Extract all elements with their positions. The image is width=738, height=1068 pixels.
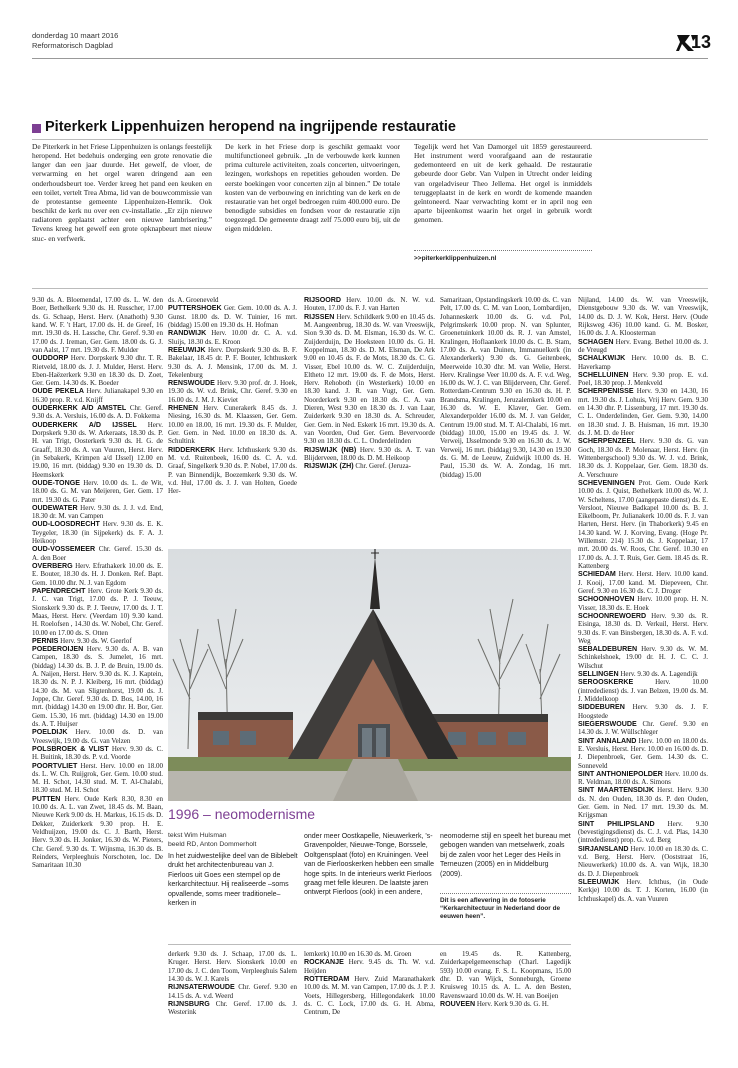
listing-text: Herv. Kerk 9.30 ds. G. H.: [476, 999, 549, 1008]
listing-place: RIJSOORD: [304, 296, 342, 304]
listing-place: POELDIJK: [32, 728, 68, 737]
listing-column-5: [578, 296, 708, 1068]
feature-column-2: [304, 832, 435, 898]
feature-text-2: onder meer Oostkapelle, Nieuwerkerk, 's-Gravenpolder, Nieuwe-Tonge, Borssele, Ooltgensplaat (foto) en Kruiningen. Veel van de Fierlooskerken hebben een smalle hoge spits. In de interieurs werkt Fierloos graag met felle kleuren. De laatste jaren ontwerpt Fierloos (ook) in een andere,: [304, 833, 434, 897]
church-photo-illustration: [168, 549, 571, 801]
listing-text: Herv. 9.30 ds. A. B. van Campen, 18.30 ds. S. Jumelet, 16 mrt. (biddag) 14.30 ds. B. J. P. de Bruin, 19.00 ds. A. Naijen, Herst. Herv. 9.30 ds. K. J. Kaptein, 18.30 ds. N. P. J. Kleiberg, 16 mrt. (biddag) 14.30 ds. M. van Sligtenhorst, 19.00 ds. J. Joppe, Chr. Geref. 9.30 ds. D. Bos, 14.00, 16 mrt. (biddag) 14.30 en 19.00 dhr. H. Bor, Ger. Gem. 15.30, 16 mrt. (biddag) 14.30 en 19.00 ds. A. T. Huijser: [32, 645, 163, 728]
listing-entry: [578, 737, 708, 770]
listing-place: RIDDERKERK: [168, 445, 216, 454]
listing-entry: [168, 1000, 297, 1017]
listing-text: Herv. 10.00 ds. L. de Wit, 18.00 ds. G. M. van Meijeren, Ger. Gem. 17 mrt. 19.30 ds. G. Pater: [32, 478, 163, 504]
listing-column-4-bottom: [440, 950, 571, 1068]
listing-entry: [32, 762, 163, 795]
listing-text: Herst. Herv. 10.00 en 18.00 ds. L. W. Ch. Ruijgrok, Ger. Gem. 10.00 stud. M. H. Schot, 14.30 stud. M. T. Al-Chalabi, 18.30 stud. M. H. Schot: [32, 761, 163, 795]
listing-place: ROTTERDAM: [304, 974, 350, 983]
listing-place: SINT PHILIPSLAND: [578, 819, 655, 828]
listing-text: Herv. Oude Kerk 8.30, 8.30 en 10.00 ds. A. L. van Zwet, 18.45 ds. M. Baan, Nieuwe Kerk 9.00 ds. H. Markus, 16.15 ds. D. Dekker, Zuiderkerk 9.30 prop. H. E. Veldhuijzen, 19.00 ds. C. J. Barth, Herst. Herv. 9.30 ds. H. Jonker, 16.30 ds. W. Pieters, Chr. Geref. 9.30 ds. T. Wijnsma, 16.30 ds. B. Reinders, Verpleeghuis Norschoten, loc. De Samaritaan 10.30: [32, 794, 163, 870]
photo-credit: beeld RD, Anton Dommerholt: [168, 841, 257, 848]
listing-entry: [578, 338, 708, 355]
listing-text: Prot. Gem. Oude Kerk 10.00 ds. J. Quist, Bethelkerk 10.00 ds. W. J. W. Scheltens, 17.00 (aangepaste dienst) ds. E. Versloot, Nieuwe Badkapel 10.00 ds. B. J. Eikelboom, Pr. Julianakerk 10.00 ds. F. J. van Harten, Herst. Herv. (in Thaborkerk) 9.45 en 14.30 kand. W. J. Korving, Evang. (Hoge Pr. Willemstr. 214) 15.30 ds. J. Koppelaar, 17 mrt. 20.00 ds. W. Roos, Chr. Geref. 10.30 en 17.00 ds. A. J. T. Ruis, Ger. Gem. 18.45 ds. R. Kattenberg: [578, 478, 708, 570]
listing-entry: [578, 645, 708, 670]
listing-entry: [32, 728, 163, 745]
listing-text: Herv. 10.00 en 18.00 ds. E. Versluis, Herst. Herv. 10.00 en 16.00 ds. D. J. Diepenbroek, Ger. Gem. 14.30 ds. C. Sonneveld: [578, 736, 708, 770]
listing-text: Herv. Grote Kerk 9.30 ds. J. C. van Trigt, 17.00 ds. P. J. Teeuw, Sionskerk 9.30 ds. P. J. Teeuw, 17.00 ds. J. T. Maas, Herst. Herv. (Veerdam 10) 9.30 kand. H. Roelofsen , 14.30 ds. W. Nobel, Chr. Geref. 10.00 en 17.00 ds. S. Otten: [32, 586, 163, 637]
listing-entry: [578, 878, 708, 903]
listing-place: SCHIEDAM: [578, 570, 616, 579]
listing-entry: [304, 446, 435, 463]
listing-place: OVERBERG: [32, 562, 73, 570]
listing-place: REEUWIJK: [168, 345, 206, 354]
listing-entry: [578, 296, 708, 338]
listing-place: SEBALDEBUREN: [578, 645, 638, 654]
feature-text-1: In het zuidwestelijke deel van de Biblebelt drukt het architectenbureau van J. Fierloos uit Goes een stempel op de kerkarchitectuur. Hij realiseerde –soms opvallende, soms meer traditionele– kerken in: [168, 853, 298, 908]
listing-place: OUDERKERK A/D AMSTEL: [32, 404, 127, 413]
listing-text: en 19.45 ds. R. Kattenberg, Zuiderkapelgemeenschap (Charl. Lagedijk 593) 10.00 evang. F. S. L. Koopmans, 15.00 dhr. D. van Wijck, Sonneburgh, Groene Kruisweg 10.15 ds. A. L. A. den Besten, Ravenswaard 10.00 ds. W. H. van Boeijen: [440, 950, 571, 1000]
listing-place: RENSWOUDE: [168, 379, 215, 388]
publication-name: Reformatorisch Dagblad: [32, 41, 113, 50]
listing-place: SINT ANTHONIEPOLDER: [578, 769, 663, 778]
listing-entry: [32, 354, 163, 387]
issue-date: donderdag 10 maart 2016: [32, 31, 119, 40]
listing-entry: [578, 845, 708, 878]
listing-place: ROCKANJE: [304, 958, 344, 967]
listing-text: Herv. Schildkerk 9.00 en 10.45 ds. M. Aangeenbrug, 18.30 ds. W. van Vreeswijk, Sion 9.30 ds. D. M. Elsman, 16.30 ds. W. C. Zuijderduijn, De Hoeksteen 10.00 ds. G. H. Koppelman, 18.30 ds. D. M. Elsman, De Ark 9.00 en 10.45 ds. F. de Mots, 18.30 ds. C. G. Visser, Ebel 10.00 ds. W. C. Zuijderduijn, Eltheto 12 mrt. 19.00 ds. F. de Mots, Herst. Herv. Rehoboth (in Westerkerk) 10.00 en 18.30 kand. J. R. van Vugt, Ger. Gem. Noorderkerk 9.30 en 18.30 ds. C. A. van Dieren, West 9.30 en 18.30 ds. J. van Laar, Zuiderkerk 9.30 en 18.30 ds. A. Schreuder, Ger. Gem. in Ned. Eskerk 16 mrt. 19.30 ds. A. van Voorden, Oud Ger. Gem. Bevervoorde 9.30 en 18.30 ds. C. L. Onderdelinden: [304, 312, 435, 446]
listing-place: SCHELLUINEN: [578, 370, 629, 379]
listing-place: OUDE PEKELA: [32, 387, 84, 396]
listing-entry: [32, 296, 163, 354]
listing-entry: [578, 670, 708, 678]
listing-column-3-bottom: [304, 950, 435, 1068]
listing-text: Herv. Efrathakerk 10.00 ds. E. E. Bouter, 18.30 ds. H. J. Donken. Ref. Bapt. Gem. 10.00 dhr. N. J. van Egdom: [32, 562, 163, 587]
listing-entry: [32, 387, 163, 404]
article-column-2: [225, 142, 400, 234]
listing-place: RIJSWIJK (ZH): [304, 462, 354, 471]
listing-text: Herv. Zuid Maranathakerk 10.00 ds. M. M. van Campen, 17.00 ds. J. P. J. Voets, Hillegersberg, Hillegondakerk 10.00 ds. C. C. Lock, 17.00 ds. G. H. Abma, Centrum, De: [304, 974, 435, 1017]
listing-text: Herv. 9.30 (bevestigingsdienst) ds. C. J. v.d. Plas, 14.30 (intrededienst) prop. G. v.d. Berg: [578, 819, 708, 845]
church-photo: [168, 549, 571, 801]
listing-entry: [578, 720, 708, 737]
listing-entry: [32, 504, 163, 521]
listing-entry: [32, 479, 163, 504]
listing-text: Chr. Geref. 17.00 ds. J. Westerink: [168, 999, 297, 1017]
listing-text: Herv. Dorpskerk 9.30 dhr. T. R. Rietveld, 18.00 ds. J. J. Mulder, Herst. Herv. Eben-Haëzerkerk 9.30 en 18.30 ds. D. Zoet, Ger. Gem. 14.30 ds. K. Boeder: [32, 354, 163, 388]
listing-entry: [304, 958, 435, 975]
listing-entry: [304, 296, 435, 313]
article-text-2: De kerk in het Friese dorp is geschikt gemaakt voor multifunctioneel gebruik. „In de verbouwde kerk kunnen prima culturele activiteiten, zoals concerten, uitvoeringen, lezingen, workshops en repetities gehouden worden. De eerste boekingen voor concerten zijn al binnen.” De totale kosten van de verbouwing en inrichting van de kerk en de restauratie van het orgel bedroegen ruim 400.000 euro. De benodigde subsidies en fondsen voor de restauratie zijn toegezegd. De gemeente draagt zelf 75.000 euro bij, uit de eigen middelen.: [225, 142, 400, 234]
listing-place: SCHOONHOVEN: [578, 595, 635, 604]
listing-text: Herv. 9.30 ds. A. Lagendijk: [620, 670, 698, 679]
listing-text: Herv. 10.00 prop. H. N. Visser, 18.30 ds. E. Hoek: [578, 595, 708, 612]
section-rule: [32, 288, 708, 289]
listing-entry: [578, 595, 708, 612]
listing-place: RIJSSEN: [304, 312, 335, 321]
listing-text: Herv. 9.30 ds. G. van Goch, 18.30 ds. P. Molenaar, Herst. Herv. (in Wittenbergschool) 9.30 ds. W. J. v.d. Brink, 18.30 ds. J. Koppelaar, Ger. Gem. 18.30 ds. A. Verschuure: [578, 437, 708, 479]
headline-marker-icon: [32, 124, 41, 133]
listing-entry: [32, 520, 163, 545]
listing-entry: [304, 313, 435, 446]
article-headline: Piterkerk Lippenhuizen heropend na ingrijpende restauratie: [45, 119, 456, 135]
listing-entry: [32, 404, 163, 421]
listing-place: SCHEVENINGEN: [578, 478, 635, 487]
article-weblink[interactable]: >>piterkerklippenhuizen.nl: [414, 255, 497, 262]
listing-text: Samaritaan, Opstandingskerk 10.00 ds. C. van Pelt, 17.00 ds. C. M. van Loon, Lombardijen, Johanneskerk 10.00 ds. G. v.d. Pol, Pelgrimskerk 10.00 prop. N. van Splunter, Groenetuinkerk 10.00 ds. R. J. van Amstel, Kralingen, Hoflaankerk 10.00 ds. C. B. Stam, 17.00 ds. A. van Duinen, Immanuelkerk (in Alexanderkerk) 9.30 ds. G. Geitenbeek, Meerweide 10.30 dhr. M. van Welie, Herst. Herv. Kralingse Veer 10.00 ds. A. F. v.d. Weg, 16.00 ds. W. J. C. van Blijderveen, Chr. Geref. Rotterdam-Centrum 9.30 en 16.30 ds. H. P. Brandsma, Kralingen, Jeruzalemkerk 10.00 en 16.30 ds. W. E. Klaver, Ger. Gem. Alexanderpolder 16.00 ds. M. J. van Gelder, Centrum 19.00 stud. M. T. Al-Chalabi, 16 mrt. (biddag) 10.00, 15.00 en 19.45 ds. J. W. Verweij, IJsselmonde 9.30 en 16.30 ds. J. W. Verweij, 16 mrt. (biddag) 9.30, 14.30 en 19.30 ds. G. M. de Leeuw, Zuidwijk 10.00 ds. H. Paul, 15.30 ds. W. A. Zondag, 16 mrt. (biddag) 15.00: [440, 296, 571, 479]
listing-text: Herv. 9.30 ds. W. M. Schinkelshoek, 19.00 dr. H. J. C. C. J. Wilschut: [578, 645, 708, 670]
article-column-1: [32, 142, 212, 243]
listing-text: Chr. Geref. 9.30 ds. A. Versluis, 16.00 ds. A. D. Fokkema: [32, 404, 163, 421]
listing-entry: [168, 950, 297, 983]
listing-text: Herv. Evang. Bethel 10.00 ds. J. de Vreugd: [578, 337, 708, 354]
feature-column-3: [440, 832, 571, 879]
listing-text: Herv. Ichthuskerk 9.30 ds. M. v.d. Ruitenbeek, 16.00 ds. C. A. v.d. Graaf, Singelkerk 9.30 ds. P. Nobel, 17.00 ds. P. van Binnendijk, Boezemkerk 9.30 ds. W. v.d. Hul, 17.00 ds. J. J. van Holten, Goede Her-: [168, 445, 297, 496]
article-text-1: De Piterkerk in het Friese Lippenhuizen is onlangs feestelijk heropend. Het bedehuis onderging een grote renovatie die langer dan een jaar duurde. Het gewelf, de vloer, de verwarming en het orgel waren dringend aan een onderhoudsbeurt toe. Verder kreeg het pand een keuken en een toilet, vertelt Trea Abma, lid van de bouwcommissie van de protestantse gemeente Lippenhuizen-Hemrik. Ook beschikt de kerk nu over een cv-installatie. „Er zijn nieuwe radiatoren geplaatst achter een nieuwe lambrisering.” Tevens kreeg het gewelf een grote opknapbeurt met nieuw stuc- en verfwerk.: [32, 142, 212, 243]
listing-entry: [578, 387, 708, 437]
listing-entry: [578, 371, 708, 388]
listing-text: Herv. 9.30 ds. W. Geerlof: [60, 636, 132, 645]
listing-place: POORTVLIET: [32, 761, 78, 770]
listing-place: SEROOSKERKE: [578, 678, 634, 687]
listing-text: Herv. 9.45 ds. Th. W. v.d. Heijden: [304, 958, 435, 975]
listing-entry: [578, 703, 708, 720]
listing-entry: [578, 570, 708, 595]
series-note: Dit is een aflevering in de fotoserie “Kerkarchitectuur in Nederland door de eeuwen heen”.: [440, 897, 561, 920]
listing-entry: [578, 678, 708, 703]
listing-place: OUD-VOSSEMEER: [32, 545, 96, 554]
listing-place: SINT ANNALAND: [578, 736, 637, 745]
listing-text: Herv. 10.00 dr. C. A. v.d. Sluijs, 18.30 ds. E. Kroon: [168, 329, 297, 346]
listing-text: Herv. 10.00 en 18.30 ds. C. v.d. Berg, Herst. Herv. (Ooststraat 16, Nieuwerkerk) 10.00 ds. A. van Wijk, 18.30 ds. D. J. Diepenbroek: [578, 844, 708, 878]
listing-entry: [168, 379, 297, 404]
listing-place: OUDE-TONGE: [32, 478, 80, 487]
listing-entry: [440, 296, 571, 479]
listing-place: SLEEUWIJK: [578, 877, 620, 886]
listing-entry: [304, 975, 435, 1017]
listing-entry: [32, 421, 163, 479]
listing-entry: [578, 820, 708, 845]
listing-column-2-bottom: [168, 950, 297, 1068]
listing-text: Herv. 9.30 en 14.30, 16 mrt. 19.30 ds. J. Lohuis, Vrij Herv. Gem. 9.30 en 14.30 dhr. P. Lissenburg, 17 mrt. 19.30 ds. C. L. Onderdelinden, Ger. Gem. 9.30, 14.00 en 18.30 stud. J. B. Huisman, 16 mrt. 19.30 ds. J. M. D. de Heer: [578, 387, 708, 437]
feature-bottom-rule: [168, 944, 571, 945]
listing-text: Herv. Julianakapel 9.30 en 16.30 prop. R. v.d. Knijff: [32, 387, 163, 404]
listing-entry: [440, 950, 571, 1000]
headline-rule: [32, 139, 708, 140]
listing-text: Chr. Geref. (Jeruza-: [355, 462, 411, 471]
listing-place: SIRJANSLAND: [578, 844, 629, 853]
listing-text: Herv. 9.30 ds. E. K. Teygeler, 18.30 (in Sijpekerk) ds. F. A. J. Heikoop: [32, 520, 163, 546]
listing-place: PERNIS: [32, 636, 59, 645]
listing-text: Herv. 9.30 ds. J. F. Hoogstede: [578, 703, 708, 720]
listing-text: Herv. 10.00 ds. R. Veldman, 18.00 ds. A. Simons: [578, 769, 708, 787]
listing-text: Herv. 10.00 ds. N. W. v.d. Houten, 17.00 ds. F. J. van Harten: [304, 296, 435, 313]
listing-entry: [168, 983, 297, 1000]
listing-text: Herv. Dorpskerk 9.30 ds. W. Arkeraats, 18.30 ds. P. H. van Trigt, Oosterkerk 9.30 ds. H. G. de Graaff, 18.30 ds. A. van Vuuren, Herst. Herv. (in Sebakerk, Krimpen a/d IJssel) 12.00 en 19.00, 16 mrt. (biddag) 9.30 en 19.30 ds. D. Heemskerk: [32, 420, 163, 479]
page-number: 13: [690, 32, 711, 52]
listing-text: Nijland, 14.00 ds. W. van Vreeswijk, Dienstgebouw 9.30 ds. W. van Vreeswijk, 14.00 ds. D. J. W. Kok, Herst. Herv. (Oude Rijksweg 436) 10.00 kand. G. M. Bosker, 16.00 ds. J. A. Kloosterman: [578, 296, 708, 338]
listing-column-2-top: [168, 296, 297, 546]
listing-entry: [578, 786, 708, 819]
listing-text: Herv. 9.30 ds. R. Eisinga, 18.30 ds. D. Verkuil, Herst. Herv. 9.30 ds. F. van Binsbergen, 18.30 ds. A. F. v.d. Weg: [578, 611, 708, 645]
listing-text: Chr. Geref. 9.30 en 14.30 ds. J. W. Wüllschleger: [578, 719, 708, 737]
link-divider: [414, 250, 592, 251]
listing-text: Chr. Geref. 9.30 en 14.15 ds. A. v.d. Weerd: [168, 983, 297, 1000]
listing-entry: [168, 329, 297, 346]
listing-place: SCHERPENISSE: [578, 387, 634, 396]
listing-entry: [578, 479, 708, 570]
feature-column-1: [168, 852, 299, 908]
listing-text: Herv. 9.30 prof. dr. J. Hoek, 19.30 ds. W. v.d. Brink, Chr. Geref. 9.30 en 16.00 ds. J. M. J. Kieviet: [168, 379, 297, 404]
listing-entry: [440, 1000, 571, 1008]
listing-place: SELLINGEN: [578, 670, 619, 679]
listing-place: OUDERKERK A/D IJSSEL: [32, 420, 137, 429]
listing-place: RIJSWIJK (NB): [304, 445, 357, 454]
listing-text: derkerk 9.30 ds. J. Schaap, 17.00 ds. L. Kruger. Herst. Herv. Sionskerk 10.00 en 17.00 ds. J. C. den Toom, Verpleeghuis Salem 14.30 ds. W. J. Karels: [168, 950, 297, 983]
listing-text: Herv. 9.30 ds. A. T. van Blijderveen, 18.00 ds. D. M. Heikoop: [304, 445, 435, 462]
feature-title: 1996 – neomodernisme: [168, 806, 316, 822]
listing-place: RHENEN: [168, 404, 198, 413]
listing-entry: [578, 770, 708, 787]
listing-column-3-top: [304, 296, 435, 546]
listing-text: Herv. 9.30 prop. E. v.d. Poel, 18.30 prop. J. Menkveld: [578, 370, 708, 388]
listing-text: Herv. 9.30 ds. J. J. v.d. End, 18.30 dr. M. van Campen: [32, 503, 163, 521]
listing-entry: [32, 587, 163, 637]
listing-column-4-top: [440, 296, 571, 546]
listing-place: PUTTERSHOEK: [168, 304, 222, 313]
listing-place: SIEGERSWOUDE: [578, 719, 637, 728]
listing-text: Herv. Ichthus, (in Oude Kerkje) 10.00 ds. T. J. Korten, 16.00 (in Ichthuskapel) ds. A. van Vuuren: [578, 877, 708, 903]
listing-text: Herv. 10.00 ds. B. C. Haverkamp: [578, 354, 708, 371]
listing-place: RIJNSATERWOUDE: [168, 983, 235, 992]
listing-place: SINT MAARTENSDIJK: [578, 786, 654, 795]
listing-place: POEDEROIJEN: [32, 645, 84, 654]
listing-text: Herv. 9.30 ds. C. H. Buitink, 18.30 ds. P. v.d. Voorde: [32, 744, 163, 762]
listing-text: Herv. Cunerakerk 8.45 ds. J. Niesing, 16.30 ds. M. Klaassen, Ger. Gem. 10.00 en 18.00, 16 mrt. 19.30 ds. F. Mulder, Ger. Gem. in Ned. 10.00 en 18.30 ds. A. Schultink: [168, 404, 297, 446]
listing-entry: [32, 795, 163, 870]
listing-entry: [578, 437, 708, 479]
listing-place: RIJNSBURG: [168, 999, 210, 1008]
listing-entry: [32, 745, 163, 762]
listing-entry: [304, 950, 435, 958]
text-credit: tekst Wim Hulsman: [168, 832, 227, 839]
listing-text: Herv. Dorpskerk 9.30 ds. B. F. Bakelaar, 18.45 dr. P. F. Bouter, Ichthuskerk 9.30 ds. A. J. Mensink, 17.00 ds. M. J. Tekelenburg: [168, 345, 297, 379]
listing-entry: [32, 645, 163, 728]
listing-place: PAPENDRECHT: [32, 586, 86, 595]
listing-entry: [578, 612, 708, 645]
listing-place: OUD-LOOSDRECHT: [32, 520, 100, 529]
article-column-3: [414, 142, 592, 224]
listing-entry: [168, 346, 297, 379]
listing-place: SCHOONREWOERD: [578, 611, 647, 620]
listing-text: ds. A. Groeneveld: [168, 296, 219, 304]
feature-text-3: neomoderne stijl en speelt het bureau met gebogen wanden van metselwerk, zoals bij de zalen voor het Leger des Heils in Terneuzen (2005) en in Middelburg (2009).: [440, 833, 571, 878]
listing-text: Herv. 10.00 ds. D. van Vreeswijk, 19.00 ds. G. van Velzen: [32, 728, 163, 745]
listing-text: 9.30 ds. A. Bloemendal, 17.00 ds. L. W. den Boer, Bethelkerk 9.30 ds. H. Russcher, 17.00 ds. G. Schaap, Herst. Herv. (Anathoth) 9.30 kand. W. F. 't Hart, 17.00 ds. H. de Greef, 16 mrt. 19.30 ds. H. Lassche, Chr. Geref. 9.30 en 17.00 ds. J. Ireman, Ger. Gem. 18.00 ds. G. J. van Aalst, 17 mrt. 19.30 ds. F. Mulder: [32, 296, 163, 354]
listing-entry: [168, 404, 297, 446]
listing-entry: [578, 354, 708, 371]
listing-text: Herv. 10.00 (intrededienst) ds. J. van Belzen, 19.00 ds. M. J. Middelkoop: [578, 678, 708, 703]
listing-place: SCHAGEN: [578, 337, 614, 346]
listing-entry: [168, 296, 297, 304]
listing-text: Ger. Gem. 10.00 ds. A. J. Gunst. 18.00 ds. D. W. Tuinier, 16 mrt. (biddag) 15.00 en 19.30 ds. H. Hofman: [168, 304, 297, 329]
listing-place: SCHALKWIJK: [578, 354, 626, 363]
listing-place: ROUVEEN: [440, 999, 476, 1008]
listing-entry: [168, 446, 297, 496]
listing-entry: [304, 462, 435, 470]
listing-place: RANDWIJK: [168, 329, 207, 338]
listing-place: OUDEWATER: [32, 503, 78, 512]
listing-place: PUTTEN: [32, 794, 61, 803]
listing-entry: [168, 304, 297, 329]
listing-text: Herv. Herst. Herv. 10.00 kand. J. Kooij, 17.00 kand. M. Diepeveen, Chr. Geref. 9.30 en 16.30 ds. C. J. Droger: [578, 570, 708, 595]
listing-entry: [32, 637, 163, 645]
article-text-3: Tegelijk werd het Van Damorgel uit 1859 gerestaureerd. Het instrument werd voorafgaand aan de restauratie gedemonteerd en uit de kerk gehaald. De restauratie gebeurde door Gebr. Van Vulpen in Utrecht onder leiding van orgeladviseur Theo Jellema. Het orgel is inmiddels teruggeplaatst in de kerk en wordt de komende maanden geïntoneerd. Naar verwachting komt er in april nog een aparte bijeenkomst waarin het orgel in gebruik wordt genomen.: [414, 142, 592, 225]
listing-entry: [32, 562, 163, 587]
listing-place: SCHERPENZEEL: [578, 437, 636, 446]
listing-text: lemkerk) 10.00 en 16.30 ds. M. Groen: [304, 950, 412, 958]
listing-place: OUDDORP: [32, 354, 69, 363]
listing-place: POLSBROEK & VLIST: [32, 744, 109, 753]
listing-place: SIDDEBUREN: [578, 703, 625, 712]
listing-text: Herst. Herv. 9.30 ds. N. den Ouden, 18.30 ds. P. den Ouden, Ger. Gem. in Ned. 17 mrt. 19.30 ds. M. Krijgsman: [578, 786, 708, 820]
listing-text: Chr. Geref. 15.30 ds. A. den Boer: [32, 545, 163, 562]
series-divider: [440, 893, 571, 894]
listing-column-1: [32, 296, 163, 1068]
header-rule: [32, 58, 708, 59]
listing-entry: [32, 545, 163, 562]
